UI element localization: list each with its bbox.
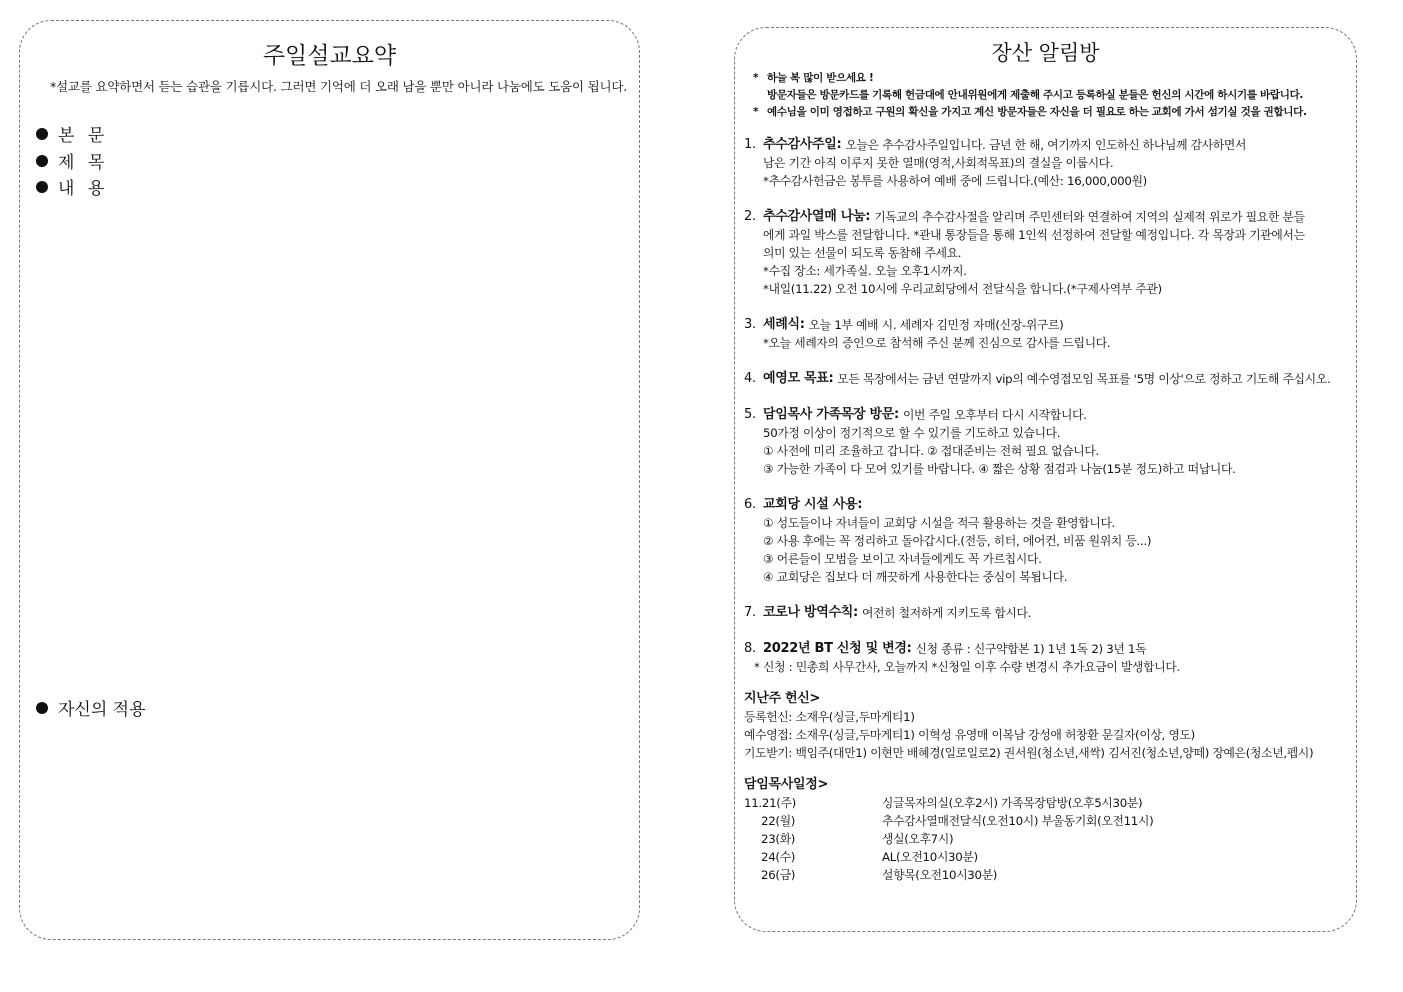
sermon-summary-subtitle: *설교를 요약하면서 듣는 습관을 기릅시다. 그러면 기억에 더 오래 남을 뿐만 아니라 나눔에도 도움이 됩니다.	[50, 79, 628, 94]
item-text: 오늘 1부 예배 시. 세례자 김민정 자매(신장-위구르)	[808, 318, 1064, 332]
offering-section	[744, 690, 1330, 762]
item-number: 7.	[744, 605, 756, 620]
announcement-head	[744, 604, 1330, 622]
schedule-section	[744, 776, 1330, 884]
item-title: 교회당 시설 사용:	[763, 497, 863, 512]
item-title: 담임목사 가족목장 방문:	[763, 407, 899, 422]
schedule-row	[744, 812, 1330, 830]
item-line: ① 사전에 미리 조율하고 갑니다. ② 접대준비는 전혀 필요 없습니다.	[763, 444, 1099, 458]
item-title: 코로나 방역수칙:	[763, 605, 858, 620]
item-line: 50가정 이상이 정기적으로 할 수 있기를 기도하고 있습니다.	[763, 426, 1061, 440]
item-title: 추수감사열매 나눔:	[763, 209, 871, 224]
offering-heading: 지난주 헌신>	[744, 691, 821, 706]
item-line: ③ 어른들이 모범을 보이고 자녀들에게도 꼭 가르칩시다.	[763, 552, 1042, 566]
schedule-event: 추수감사열매전달식(오전10시) 부울동기회(오전11시)	[882, 814, 1154, 828]
item-text: 기독교의 추수감사절을 알리며 주민센터와 연결하여 지역의 실제적 위로가 필요한 분들	[874, 210, 1305, 224]
item-line: * 신청 : 민총희 사무간사, 오늘까지 *신청일 이후 수량 변경시 추가요금이 발생합니다.	[754, 660, 1180, 674]
announcement-item	[744, 604, 1330, 622]
item-number: 5.	[744, 407, 756, 422]
item-text: 여전히 철저하게 지키도록 합시다.	[861, 606, 1032, 620]
item-line: 의미 있는 선물이 되도록 동참해 주세요.	[763, 246, 962, 260]
section-label: 제 목	[58, 153, 109, 173]
announcement-head	[744, 370, 1330, 388]
schedule-row	[744, 848, 1330, 866]
schedule-event: 싱글목자의실(오후2시) 가족목장탐방(오후5시30분)	[882, 796, 1143, 810]
section-label: 자신의 적용	[58, 700, 146, 720]
announcement-head	[744, 136, 1330, 154]
item-line: ① 성도들이나 자녀들이 교회당 시설을 적극 활용하는 것을 환영합니다.	[763, 516, 1116, 530]
announcement-item	[744, 640, 1330, 676]
item-number: 2.	[744, 209, 756, 224]
announcement-head	[744, 316, 1330, 334]
schedule-event: 설향목(오전10시30분)	[882, 868, 998, 882]
notice-line: * 예수님을 이미 영접하고 구원의 확신을 가지고 계신 방문자들은 자신을 더 필요로 하는 교회에 가서 섬기실 것을 권합니다.	[753, 104, 1307, 121]
item-line: ② 사용 후에는 꼭 정리하고 돌아갑시다.(전등, 히터, 에어컨, 비품 원위치 등...)	[763, 534, 1152, 548]
section-label: 본 문	[58, 126, 109, 146]
announcement-head	[744, 496, 1330, 514]
announcement-head	[744, 406, 1330, 424]
bullet-icon	[36, 702, 48, 714]
notice-line: * 하늘 복 많이 받으세요 !	[753, 70, 1307, 87]
sermon-summary-title: 주일설교요약	[262, 43, 397, 69]
item-number: 4.	[744, 371, 756, 386]
announcement-item	[744, 136, 1330, 190]
section-title	[36, 148, 108, 173]
schedule-date: 23(화)	[761, 832, 796, 846]
schedule-date: 22(월)	[761, 814, 796, 828]
schedule-row	[744, 794, 1330, 812]
bullet-icon	[36, 155, 48, 167]
announcement-item	[744, 208, 1330, 298]
schedule-row	[744, 866, 1330, 884]
item-text: 신청 종류 : 신구약합본 1) 1년 1독 2) 3년 1독	[915, 642, 1147, 656]
bullet-icon	[36, 181, 48, 193]
schedule-list	[744, 794, 1330, 884]
item-line: ③ 가능한 가족이 다 모여 있기를 바랍니다. ④ 짧은 상황 점검과 나눔(15분 정도)하고 떠납니다.	[763, 462, 1236, 476]
schedule-event: AL(오전10시30분)	[882, 850, 978, 864]
item-number: 8.	[744, 641, 756, 656]
bullet-icon	[36, 128, 48, 140]
announcement-list	[744, 136, 1330, 676]
announcement-head	[744, 640, 1330, 658]
item-line: *오늘 세례자의 증인으로 참석해 주신 분께 진심으로 감사를 드립니다.	[763, 336, 1111, 350]
item-title: 세례식:	[763, 317, 805, 332]
notice-line: 방문자들은 방문카드를 기록해 헌금대에 안내위원에게 제출해 주시고 등록하실 분들은 헌신의 시간에 하시기를 바랍니다.	[767, 89, 1304, 101]
announcement-head	[744, 208, 1330, 226]
item-title: 추수감사주일:	[763, 137, 842, 152]
item-line: *내일(11.22) 오전 10시에 우리교회당에서 전달식을 합니다.(*구제사역부 주관)	[763, 282, 1162, 296]
item-number: 3.	[744, 317, 756, 332]
sermon-summary-panel	[19, 20, 640, 940]
asterisk-icon: *	[753, 72, 759, 84]
schedule-heading: 담임목사일정>	[744, 777, 829, 792]
section-label: 내 용	[58, 179, 109, 199]
section-application	[36, 695, 146, 720]
offering-line: 예수영접: 소재우(싱글,두마게티1) 이혁성 유영매 이복남 강성애 허창환 문길자(이상, 영도)	[744, 728, 1195, 742]
section-content	[36, 174, 108, 199]
announcements-title: 장산 알림방	[991, 41, 1100, 65]
item-number: 1.	[744, 137, 756, 152]
item-text: 이번 주일 오후부터 다시 시작합니다.	[902, 408, 1087, 422]
offering-line: 기도받기: 백임주(대만1) 이현만 배혜경(일로일로2) 권서원(청소년,새싹) 김서진(청소년,양떼) 장예은(청소년,펩시)	[744, 746, 1314, 760]
schedule-date: 26(금)	[761, 868, 796, 882]
schedule-row	[744, 830, 1330, 848]
item-line: 남은 기간 아직 이루지 못한 열매(영적,사회적목표)의 결실을 이룹시다.	[763, 156, 1114, 170]
schedule-date: 11.21(주)	[744, 796, 796, 810]
announcements-body	[744, 136, 1330, 884]
announcement-item	[744, 370, 1330, 388]
item-line: ④ 교회당은 집보다 더 깨끗하게 사용한다는 중심이 복됩니다.	[763, 570, 1068, 584]
item-line: *수집 장소: 세가족실. 오늘 오후1시까지.	[763, 264, 967, 278]
item-line: *추수감사헌금은 봉투를 사용하여 예배 중에 드립니다.(예산: 16,000,000원)	[763, 174, 1147, 188]
asterisk-icon: *	[753, 106, 759, 118]
announcements-panel	[734, 27, 1357, 932]
announcement-item	[744, 316, 1330, 352]
item-text: 모든 목장에서는 금년 연말까지 vip의 예수영접모임 목표를 '5명 이상'으로 정하고 기도해 주십시오.	[837, 372, 1331, 386]
section-scripture	[36, 121, 108, 146]
offering-line: 등록헌신: 소재우(싱글,두마게티1)	[744, 710, 915, 724]
item-text: 오늘은 추수감사주일입니다. 금년 한 해, 여기까지 인도하신 하나님께 감사하면서	[845, 138, 1247, 152]
item-title: 2022년 BT 신청 및 변경:	[763, 641, 912, 656]
item-title: 예영모 목표:	[763, 371, 834, 386]
schedule-event: 생실(오후7시)	[882, 832, 954, 846]
notice-block	[753, 70, 1307, 121]
item-number: 6.	[744, 497, 756, 512]
schedule-date: 24(수)	[761, 850, 796, 864]
item-line: 에게 과일 박스를 전달합니다. *관내 통장들을 통해 1인씩 선정하여 전달할 예정입니다. 각 목장과 기관에서는	[763, 228, 1305, 242]
announcement-item	[744, 406, 1330, 478]
announcement-item	[744, 496, 1330, 586]
